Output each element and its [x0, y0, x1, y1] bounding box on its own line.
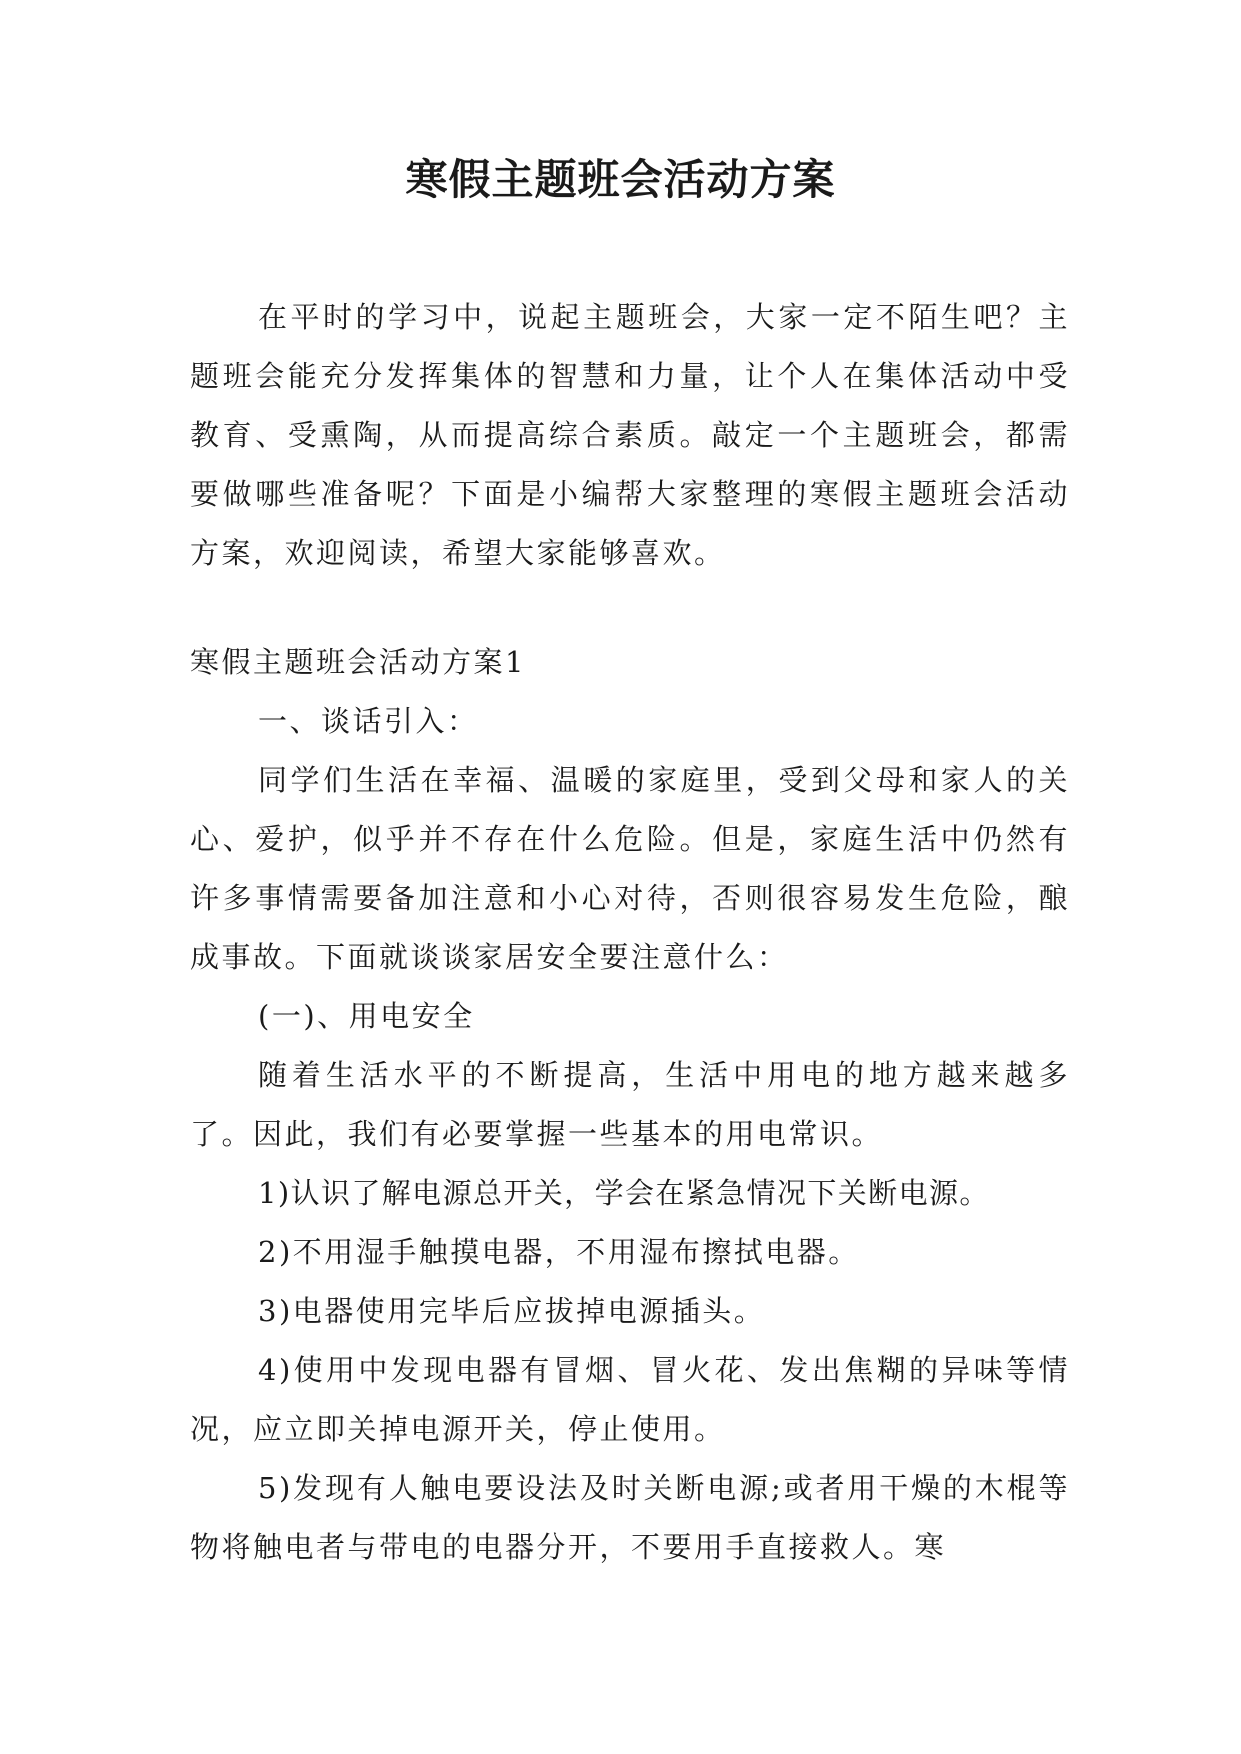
- document-body: [190, 288, 1070, 1577]
- list-item-5: 5)发现有人触电要设法及时关断电源;或者用干燥的木棍等物将触电者与带电的电器分开，不要用手直接救人。寒: [190, 1471, 1070, 1564]
- paragraph-electric-intro: 随着生活水平的不断提高，生活中用电的地方越来越多了。因此，我们有必要掌握一些基本的用电常识。: [190, 1058, 1070, 1151]
- paragraph-electric-heading: (一)、用电安全: [258, 999, 475, 1033]
- document-title: 寒假主题班会活动方案: [405, 155, 836, 204]
- list-item-2: 2)不用湿手触摸电器，不用湿布擦拭电器。: [258, 1235, 860, 1269]
- section-heading: 寒假主题班会活动方案1: [190, 645, 526, 679]
- intro-paragraph: 在平时的学习中，说起主题班会，大家一定不陌生吧？主题班会能充分发挥集体的智慧和力量，让个人在集体活动中受教育、受熏陶，从而提高综合素质。敲定一个主题班会，都需要做哪些准备呢？下面是小编帮大家整理的寒假主题班会活动方案，欢迎阅读，希望大家能够喜欢。: [190, 300, 1070, 570]
- paragraph-family-safety: 同学们生活在幸福、温暖的家庭里，受到父母和家人的关心、爱护，似乎并不存在什么危险。但是，家庭生活中仍然有许多事情需要备加注意和小心对待，否则很容易发生危险，酿成事故。下面就谈谈家居安全要注意什么：: [190, 763, 1070, 974]
- list-item-3: 3)电器使用完毕后应拔掉电源插头。: [258, 1294, 766, 1328]
- paragraph-talk-intro: 一、谈话引入：: [258, 704, 479, 738]
- list-item-4: 4)使用中发现电器有冒烟、冒火花、发出焦糊的异味等情况，应立即关掉电源开关，停止使用。: [190, 1353, 1070, 1446]
- list-item-1: 1)认识了解电源总开关，学会在紧急情况下关断电源。: [258, 1176, 990, 1210]
